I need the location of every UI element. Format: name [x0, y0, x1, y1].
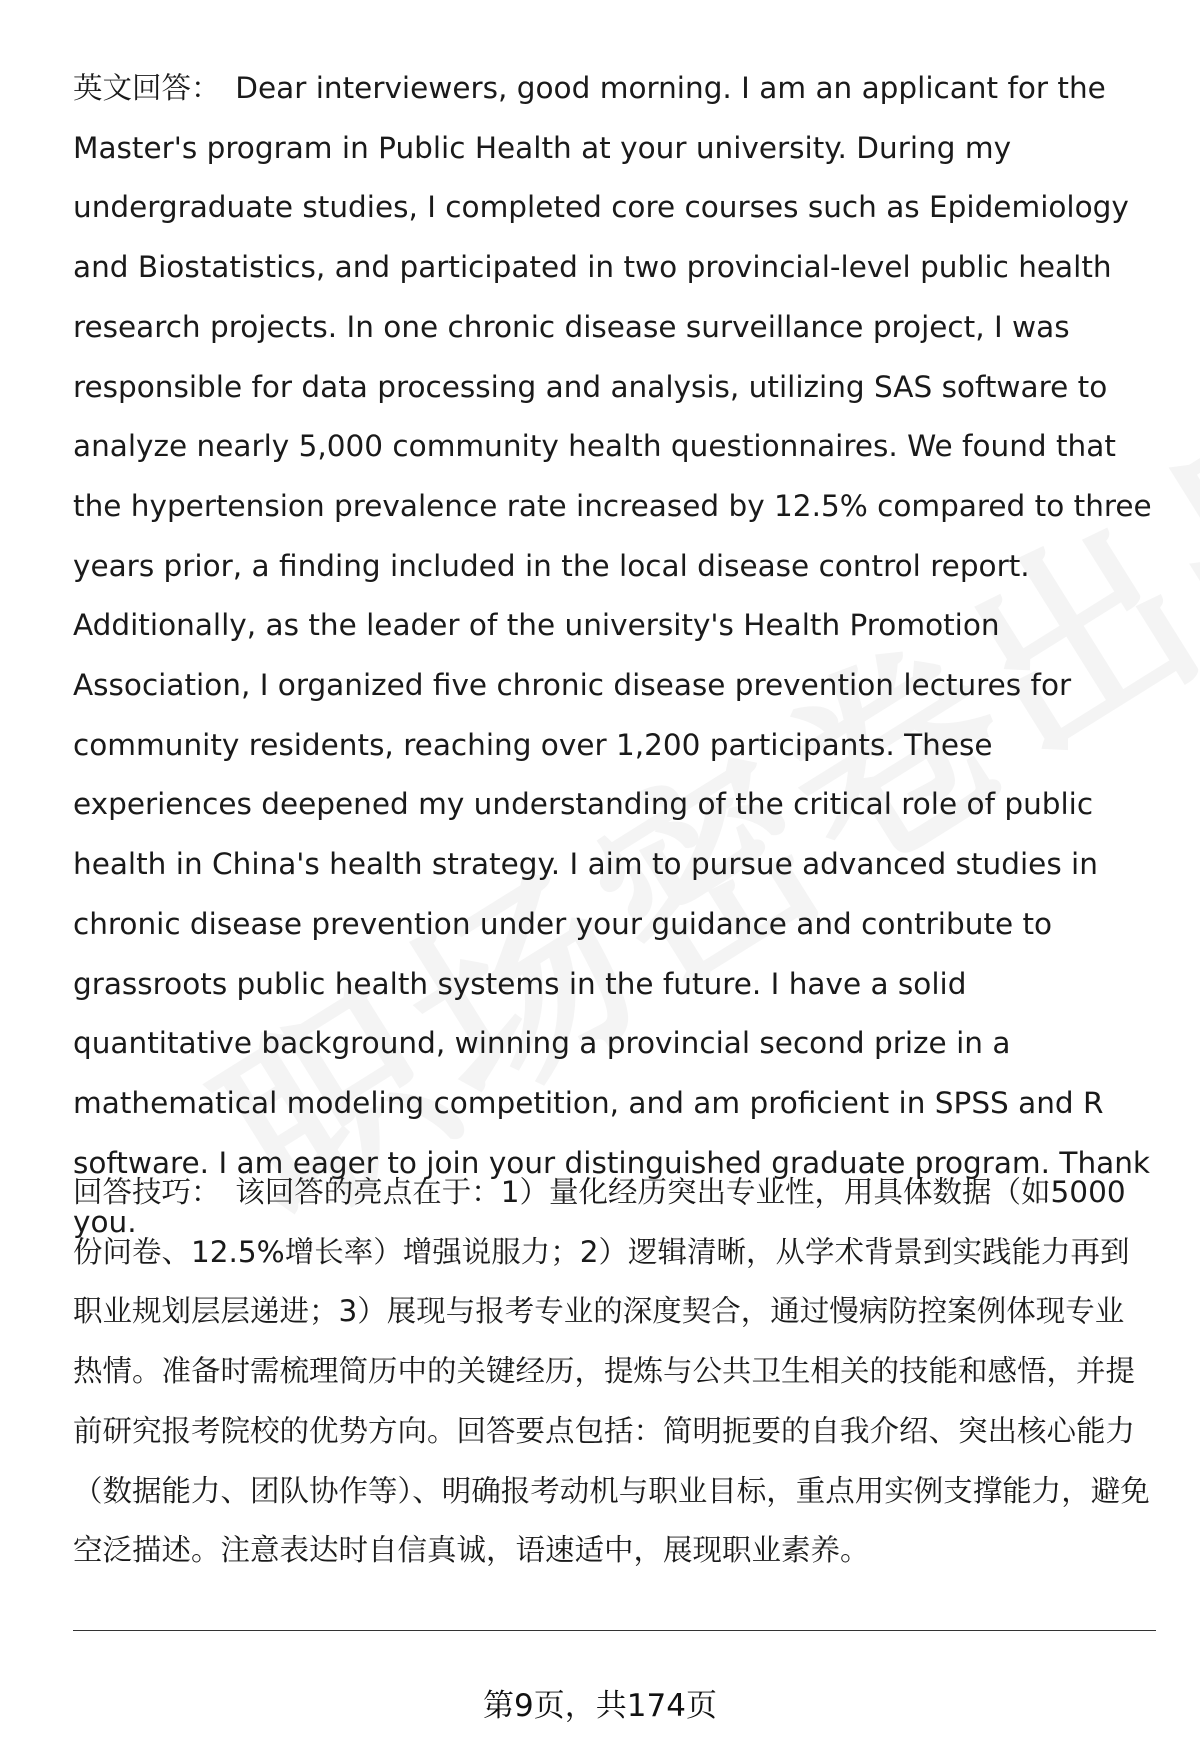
answer-tips-paragraph	[73, 1163, 1153, 1581]
english-answer-text: Dear interviewers, good morning. I am an applicant for the Master's program in Public Health at your university. During my undergraduate studies, I completed core courses such as Epidemiology and Biostatistics, and participated in two provincial-level public health research projects. In one chronic disease surveillance project, I was responsible for data processing and analysis, utilizing SAS software to analyze nearly 5,000 community health questionnaires. We found that the hypertension prevalence rate increased by 12.5% compared to three years prior, a finding included in the local disease control report. Additionally, as the leader of the university's Health Promotion Association, I organized five chronic disease prevention lectures for community residents, reaching over 1,200 participants. These experiences deepened my understanding of the critical role of public health in China's health strategy. I aim to pursue advanced studies in chronic disease prevention under your guidance and contribute to grassroots public health systems in the future. I have a solid quantitative background, winning a provincial second prize in a mathematical modeling competition, and am proficient in SPSS and R software. I am eager to join your distinguished graduate program. Thank you.	[73, 71, 1152, 1240]
footer-divider	[73, 1630, 1156, 1631]
page-number: 第9页，共174页	[483, 1688, 717, 1724]
answer-tips-text: 该回答的亮点在于：1）量化经历突出专业性，用具体数据（如5000份问卷、12.5%增长率）增强说服力；2）逻辑清晰，从学术背景到实践能力再到职业规划层层递进；3）展现与报考专业的深度契合，通过慢病防控案例体现专业热情。准备时需梳理简历中的关键经历，提炼与公共卫生相关的技能和感悟，并提前研究报考院校的优势方向。回答要点包括：简明扼要的自我介绍、突出核心能力（数据能力、团队协作等）、明确报考动机与职业目标，重点用实例支撑能力，避免空泛描述。注意表达时自信真诚，语速适中，展现职业素养。	[73, 1175, 1150, 1568]
english-answer-label: 英文回答：	[73, 71, 221, 105]
english-answer-paragraph	[73, 59, 1153, 1253]
answer-tips-label: 回答技巧：	[73, 1175, 221, 1209]
